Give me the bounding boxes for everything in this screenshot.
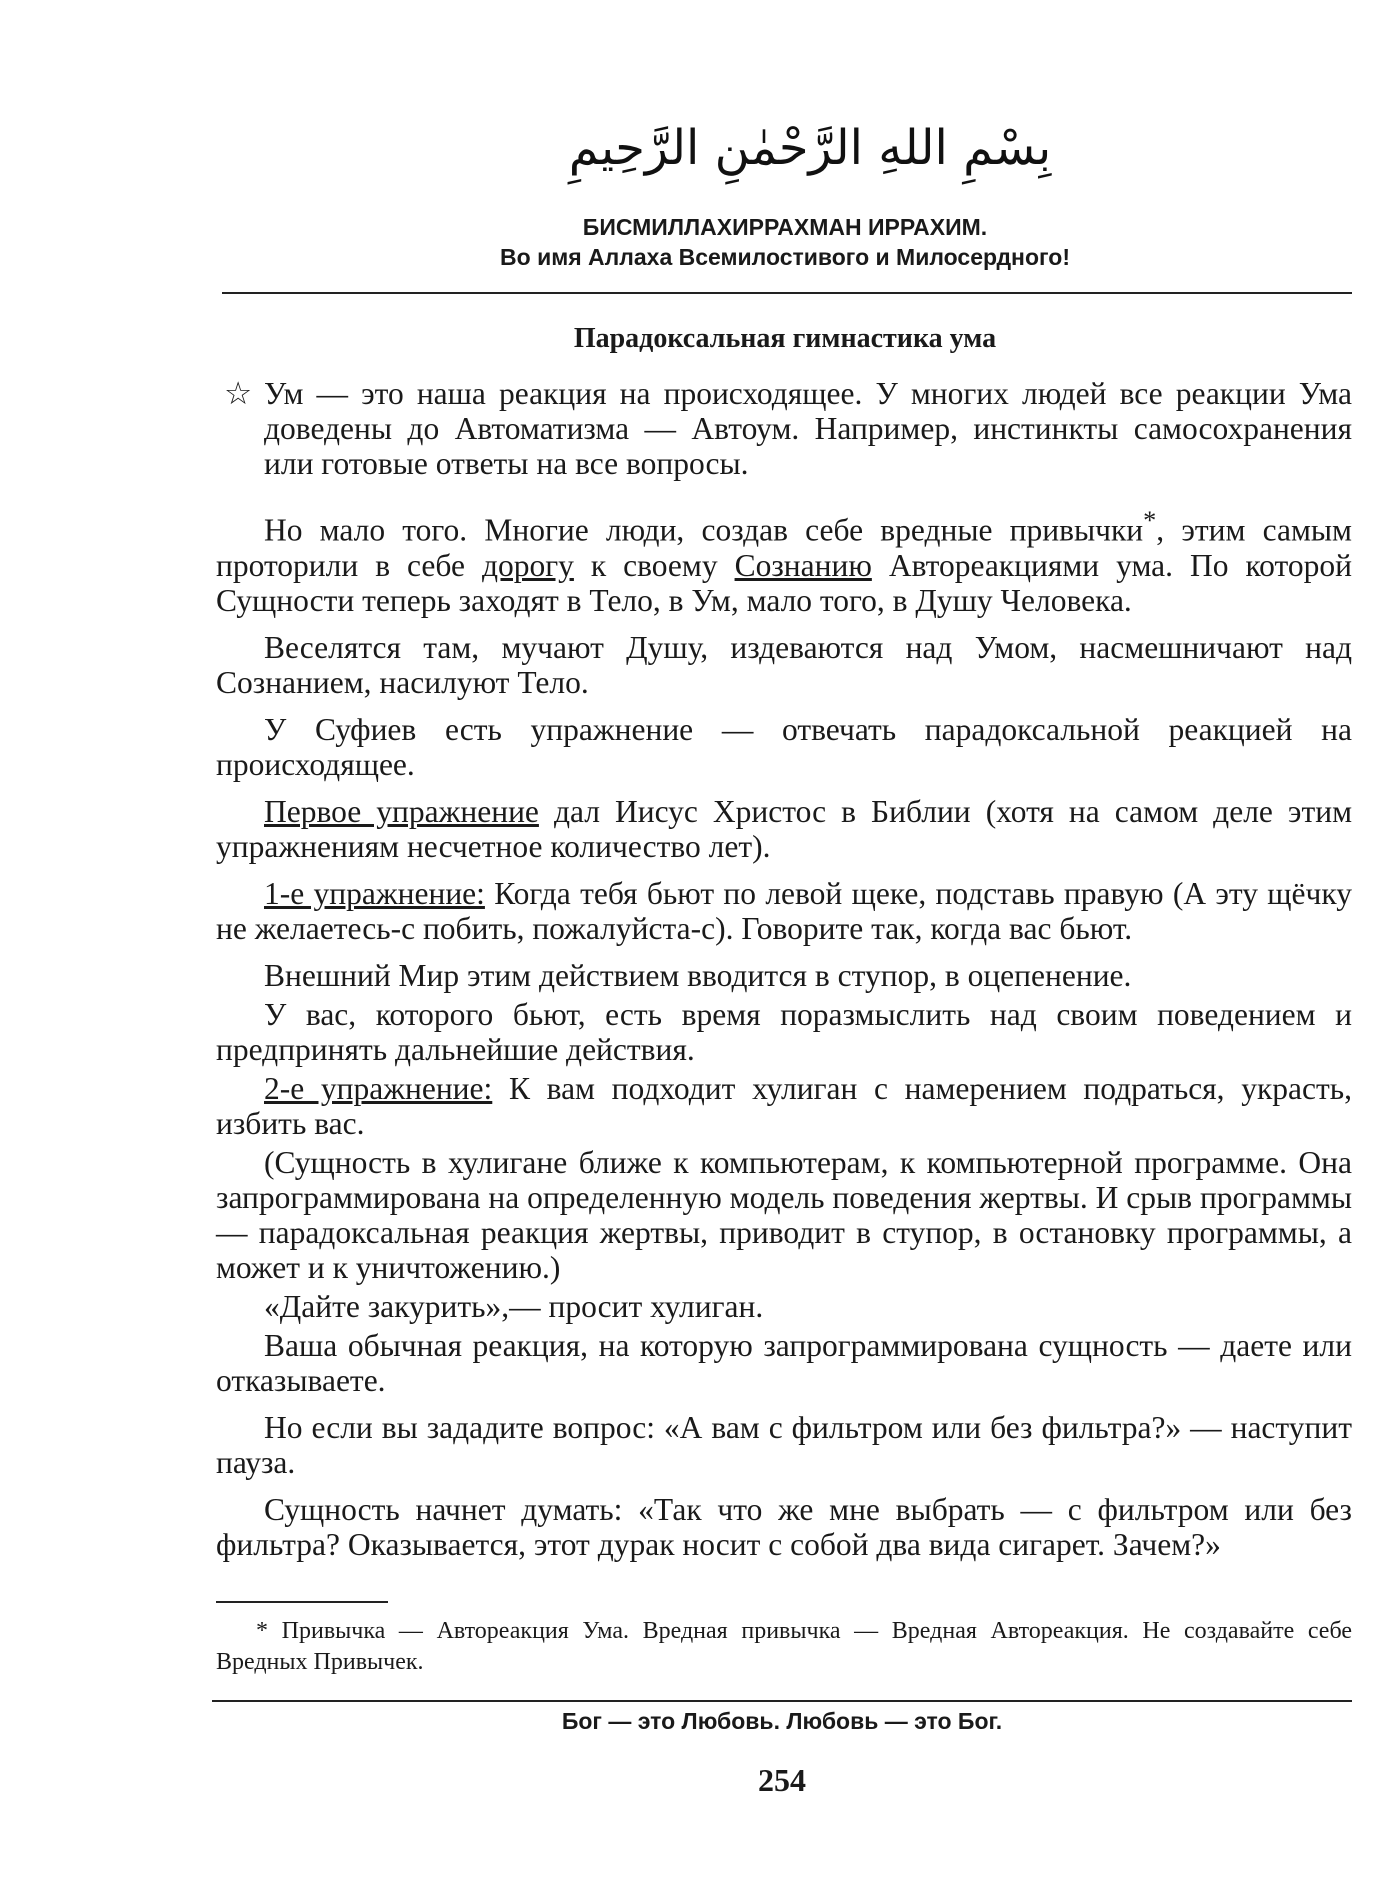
paragraph-6: Внешний Мир этим действием вводится в ступор, в оцепенение.	[264, 957, 1132, 993]
paragraph-11: Ваша обычная реакция, на которую запрограммирована сущность — даете или отказываете.	[216, 1327, 1352, 1398]
underlined-dorogu: дорогу	[481, 547, 574, 583]
star-icon: ☆	[224, 376, 253, 411]
bismillah-calligraphy	[568, 92, 1052, 210]
paragraph-7: У вас, которого бьют, есть время поразмыслить над своим поведением и предпринять дальнейшие действия.	[216, 996, 1352, 1067]
exercise-1-label: 1-е упражнение:	[264, 875, 485, 911]
p1-text-b: , этим самым проторили в себе	[216, 512, 1352, 583]
footnote-marker: *	[1143, 506, 1157, 535]
svg-text:بِسْمِ اللهِ الرَّحْمٰنِ الرَّ: بِسْمِ اللهِ الرَّحْمٰنِ الرَّحِيمِ	[568, 120, 1052, 176]
paragraph-10: «Дайте закурить»,— просит хулиган.	[264, 1288, 764, 1324]
paragraph-13: Сущность начнет думать: «Так что же мне выбрать — с фильтром или без фильтра? Оказывается, этот дурак носит с собой два вида сигарет. Зачем?»	[216, 1491, 1352, 1562]
paragraph-4	[216, 794, 1352, 864]
header-divider	[222, 292, 1352, 294]
p5-text: Когда тебя бьют по левой щеке, подставь правую (А эту щёчку не желаетесь-с побить, пожалуйста-с). Говорите так, когда вас бьют.	[216, 875, 1352, 946]
p8-text: К вам подходит хулиган с намерением подраться, украсть, избить вас.	[216, 1070, 1352, 1141]
header-transliteration: БИСМИЛЛАХИРРАХМАН ИРРАХИМ.	[582, 214, 988, 240]
lead-text: Ум — это наша реакция на происходящее. У многих людей все реакции Ума доведены до Автоматизма — Автоум. Например, инстинкты самосохранения или готовые ответы на все вопросы.	[264, 376, 1352, 481]
lead-paragraph	[216, 376, 1352, 481]
exercise-2-label: 2-е упражнение:	[264, 1070, 493, 1106]
paragraph-1	[216, 503, 1352, 618]
footer-motto: Бог — это Любовь. Любовь — это Бог.	[561, 1708, 1003, 1734]
paragraph-9: (Сущность в хулигане ближе к компьютерам, к компьютерной программе. Она запрограммирована на определенную модель поведения жертвы. И срыв программы — парадоксальная реакция жертвы, приводит в ступор, в остановку программы, а может и к уничтожению.)	[216, 1144, 1352, 1285]
page-header	[220, 212, 1350, 272]
header-translation: Во имя Аллаха Всемилостивого и Милосердного!	[500, 244, 1070, 270]
first-exercise-heading: Первое упражнение	[264, 793, 539, 829]
p1-text-c: к своему	[573, 547, 735, 583]
page-number: 254	[758, 1762, 806, 1798]
p4-text: дал Иисус Христос в Библии (хотя на самом деле этим упражнениям несчетное количество лет).	[216, 793, 1352, 864]
body-text	[216, 376, 1352, 1562]
paragraph-3: У Суфиев есть упражнение — отвечать парадоксальной реакцией на происходящее.	[216, 711, 1352, 782]
footnote-divider	[216, 1601, 388, 1603]
paragraph-5	[216, 876, 1352, 946]
paragraph-2: Веселятся там, мучают Душу, издеваются над Умом, насмешничают над Сознанием, насилуют Тело.	[216, 629, 1352, 700]
p1-text-a: Но мало того. Многие люди, создав себе вредные привычки	[264, 512, 1144, 548]
section-title: Парадоксальная гимнастика ума	[573, 323, 997, 354]
footnote: * Привычка — Автореакция Ума. Вредная привычка — Вредная Автореакция. Не создавайте себе Вредных Привычек.	[216, 1618, 1352, 1675]
footer-divider	[212, 1700, 1352, 1702]
underlined-soznaniyu: Сознанию	[734, 547, 872, 583]
paragraph-8	[216, 1071, 1352, 1141]
p1-text-d: Автореакциями ума. По которой Сущности теперь заходят в Тело, в Ум, мало того, в Душу Человека.	[216, 547, 1352, 618]
paragraph-12: Но если вы зададите вопрос: «А вам с фильтром или без фильтра?» — наступит пауза.	[216, 1409, 1352, 1480]
